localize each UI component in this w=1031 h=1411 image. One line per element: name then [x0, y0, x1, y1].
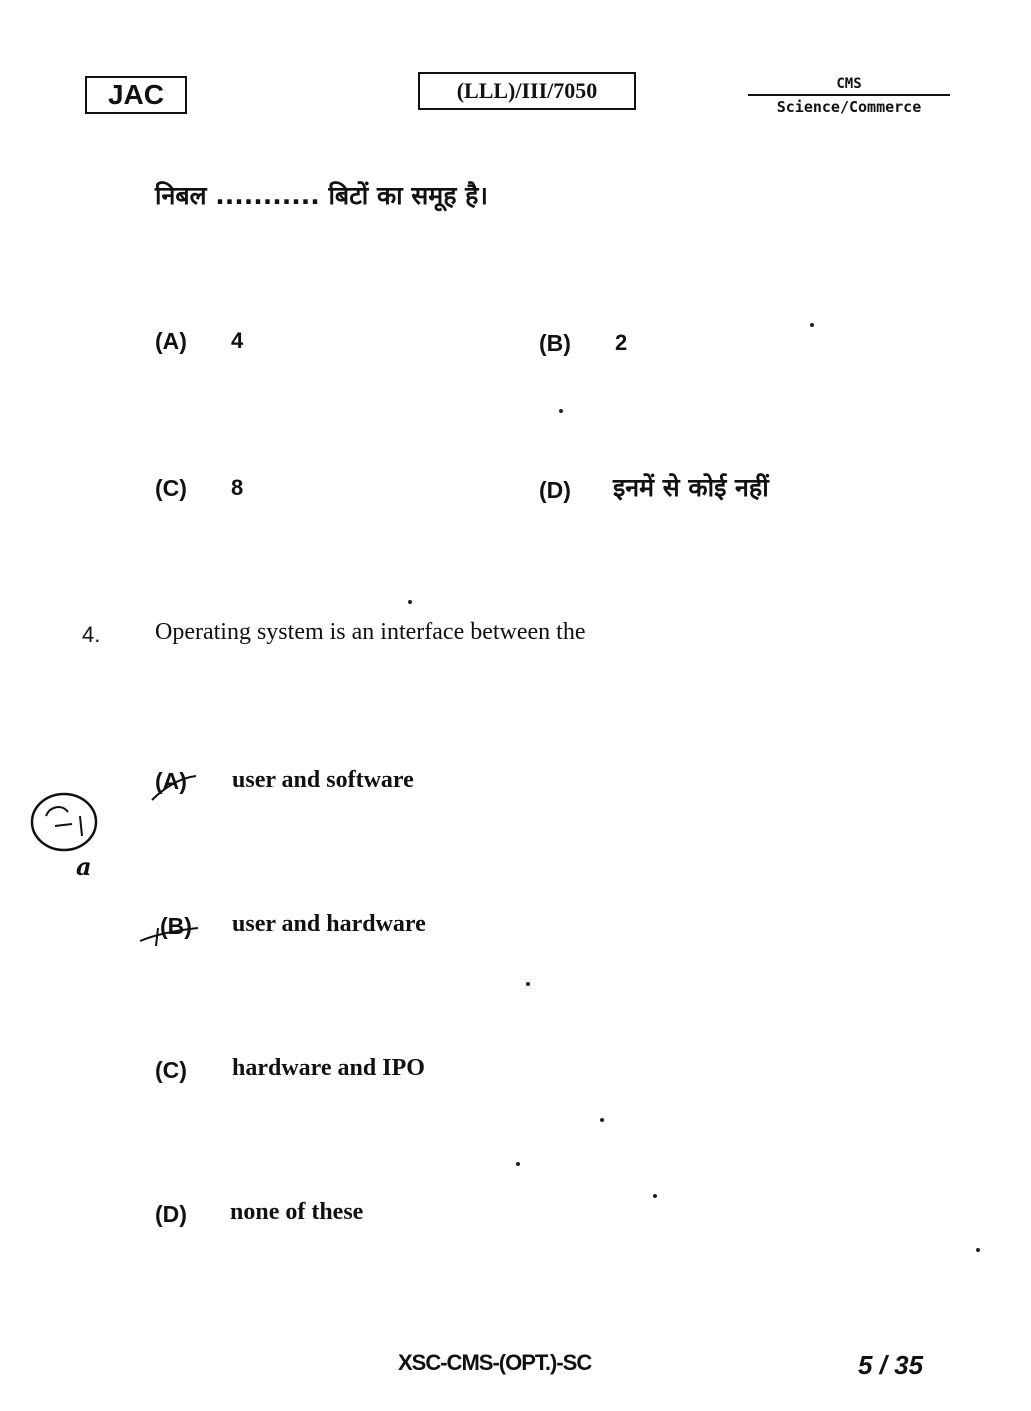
scan-speck [976, 1248, 980, 1252]
q3-option-a-label: (A) [155, 328, 187, 354]
q3-text: निबल ........... बिटों का समूह है। [155, 181, 488, 210]
circle-annotation-icon [32, 794, 96, 850]
scan-speck [408, 600, 412, 604]
paper-code: (LLL)/III/7050 [418, 72, 636, 110]
q4-option-d-text: none of these [230, 1199, 364, 1225]
scan-speck [810, 323, 814, 327]
circle-inner-dash [55, 824, 72, 826]
q4-option-a-label: (A) [155, 768, 187, 794]
q4-option-c-text: hardware and IPO [232, 1055, 425, 1081]
q3-option-d-text: इनमें से कोई नहीं [613, 473, 769, 502]
q3-option-b-label: (B) [539, 330, 571, 356]
q4-text: Operating system is an interface between the [155, 619, 586, 645]
subject-label: CMS [748, 76, 950, 96]
q3-option-d-label: (D) [539, 477, 571, 503]
q4-option-a-text: user and software [232, 767, 414, 793]
q4-option-d-label: (D) [155, 1201, 187, 1227]
q3-option-b-text: 2 [615, 330, 628, 355]
strike-b-tick [156, 928, 158, 946]
circle-inner-stroke [46, 807, 68, 816]
scan-speck [653, 1194, 657, 1198]
q4-number: 4. [82, 622, 101, 647]
q4-option-c-label: (C) [155, 1057, 187, 1083]
footer-code: XSC-CMS-(OPT.)-SC [398, 1350, 592, 1375]
circle-inner-bar [80, 816, 82, 836]
q3-option-c-label: (C) [155, 475, 187, 501]
strike-a-mark [152, 776, 196, 800]
board-label: JAC [85, 76, 187, 114]
stream-label: Science/Commerce [776, 98, 922, 116]
q3-option-a-text: 4 [231, 328, 244, 353]
q4-option-b-text: user and hardware [232, 911, 426, 937]
scan-speck [600, 1118, 604, 1122]
scan-speck [559, 409, 563, 413]
scan-speck [516, 1162, 520, 1166]
strike-b-mark [140, 928, 198, 941]
page-number: 5 / 35 [858, 1350, 924, 1380]
q3-option-c-text: 8 [231, 475, 244, 500]
handwritten-answer: a [76, 852, 92, 881]
q4-option-b-label: (B) [160, 913, 192, 939]
scan-speck [526, 982, 530, 986]
